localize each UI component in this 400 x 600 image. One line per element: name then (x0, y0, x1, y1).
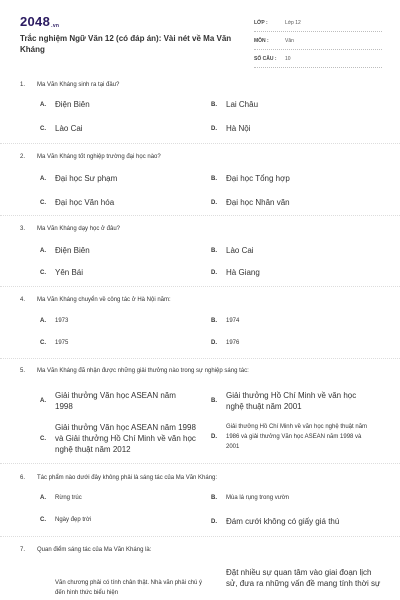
option-d[interactable] (211, 124, 250, 133)
option-c[interactable] (40, 198, 114, 207)
option-text: Văn chương phải có tính chân thật. Nhà văn phải chú ý đến hình thức biểu hiện (55, 580, 203, 596)
option-letter: D. (211, 269, 217, 276)
question-number: 2. (20, 154, 26, 160)
option-text: Đại học Nhân văn (226, 198, 290, 207)
divider (0, 143, 400, 144)
option-text: 1976 (226, 340, 240, 346)
option-text: Đặt nhiều sự quan tâm vào giai đoạn lịch sử, đưa ra những vấn đề mang tính thời sự (226, 568, 381, 588)
question-prompt: Ma Văn Kháng tốt nghiệp trường đại học nào? (37, 154, 161, 160)
option-b[interactable] (226, 567, 382, 589)
question-number: 3. (20, 226, 26, 232)
question-prompt: Ma Văn Kháng dạy học ở đâu? (37, 226, 120, 232)
question-text (20, 473, 382, 483)
option-text: Lai Châu (226, 100, 259, 109)
question-1 (20, 80, 382, 140)
question-prompt: Ma Văn Kháng đã nhận được những giải thưởng nào trong sự nghiệp sáng tác: (37, 368, 249, 374)
meta-value: Văn (285, 37, 294, 44)
option-d[interactable] (211, 198, 290, 207)
question-number: 4. (20, 297, 26, 303)
meta-key: MÔN : (254, 37, 269, 44)
option-a[interactable] (55, 578, 205, 598)
question-text (20, 295, 382, 305)
option-text: Giải thưởng Văn học ASEAN năm 1998 (55, 391, 176, 411)
option-d[interactable] (211, 340, 239, 346)
question-6 (20, 473, 382, 533)
divider (0, 215, 400, 216)
option-d[interactable] (211, 517, 339, 526)
option-text: Hà Giang (226, 268, 260, 277)
option-letter: D. (211, 434, 217, 440)
option-text: Rừng trúc (55, 495, 82, 501)
option-c[interactable] (40, 340, 68, 346)
divider (0, 358, 400, 359)
option-letter: A. (40, 101, 46, 108)
option-letter: A. (40, 318, 46, 324)
question-4 (20, 295, 382, 355)
meta-value: Lớp 12 (285, 19, 301, 26)
question-5 (20, 366, 382, 458)
question-prompt: Quan điểm sáng tác của Ma Văn Kháng là: (37, 547, 152, 553)
question-text (20, 152, 382, 162)
option-c[interactable] (40, 422, 208, 455)
divider (0, 536, 400, 537)
option-text: Hà Nội (226, 124, 251, 133)
option-a[interactable] (40, 390, 205, 412)
option-text: Đại học Văn hóa (55, 198, 115, 207)
question-number: 7. (20, 547, 26, 553)
question-prompt: Ma Văn Kháng sinh ra tại đâu? (37, 82, 120, 88)
option-text: Điện Biên (55, 246, 90, 255)
logo-text: 2048 (20, 14, 51, 29)
option-letter: B. (211, 495, 217, 501)
option-c[interactable] (40, 268, 83, 277)
meta-row-subject (254, 32, 382, 50)
option-text: Mùa lá rụng trong vườn (226, 495, 289, 501)
option-d[interactable] (211, 422, 381, 452)
divider (0, 463, 400, 464)
option-letter: A. (40, 398, 46, 404)
option-letter: B. (211, 247, 217, 254)
option-text: 1973 (55, 318, 69, 324)
option-b[interactable] (211, 246, 254, 255)
option-letter: D. (211, 199, 217, 206)
question-text (20, 545, 382, 555)
option-text: Giải thưởng Hồ Chí Minh về văn học nghệ thuật năm 1986 và giải thưởng Văn học ASEAN năm 1998 và 2001 (226, 424, 368, 450)
divider (0, 286, 400, 287)
logo-suffix: .vn (51, 23, 60, 29)
option-text: Giải thưởng Văn học ASEAN năm 1998 và Giải thưởng Hồ Chí Minh về văn học nghệ thuật năm 2012 (55, 423, 196, 454)
option-letter: B. (211, 318, 217, 324)
option-a[interactable] (40, 100, 90, 109)
option-letter: C. (40, 435, 46, 442)
option-d[interactable] (211, 268, 260, 277)
option-text: Ngày đẹp trời (55, 517, 92, 523)
option-letter: B. (211, 175, 217, 182)
option-b[interactable] (211, 318, 239, 324)
option-letter: C. (40, 340, 46, 346)
option-a[interactable] (40, 495, 82, 501)
question-number: 6. (20, 475, 26, 481)
option-letter: D. (211, 125, 217, 132)
option-text: 1974 (226, 318, 240, 324)
question-text (20, 224, 382, 234)
option-a[interactable] (40, 318, 68, 324)
question-number: 1. (20, 82, 26, 88)
question-number: 5. (20, 368, 26, 374)
option-text: Đám cưới không có giấy giá thú (226, 517, 340, 526)
option-text: Lào Cai (226, 246, 254, 255)
option-letter: B. (211, 101, 217, 108)
option-letter: C. (40, 125, 46, 132)
option-a[interactable] (40, 246, 90, 255)
option-text: Yên Bái (55, 268, 84, 277)
question-text (20, 80, 382, 90)
option-letter: C. (40, 199, 46, 206)
meta-key: SỐ CÂU : (254, 55, 277, 62)
question-2 (20, 152, 382, 212)
meta-value: 10 (285, 55, 291, 62)
header (0, 0, 400, 70)
meta-row-class (254, 14, 382, 32)
meta-row-count (254, 50, 382, 68)
option-letter: A. (40, 247, 46, 254)
option-text: Giải thưởng Hồ Chí Minh về văn học nghệ thuật năm 2001 (226, 391, 357, 411)
option-a[interactable] (40, 174, 117, 183)
question-7 (20, 545, 382, 600)
option-b[interactable] (211, 390, 381, 412)
option-letter: C. (40, 517, 46, 523)
option-letter: C. (40, 269, 46, 276)
option-text: Lào Cai (55, 124, 83, 133)
option-c[interactable] (40, 124, 83, 133)
option-b[interactable] (211, 174, 290, 183)
option-text: Điện Biên (55, 100, 90, 109)
page-title: Trắc nghiệm Ngữ Văn 12 (có đáp án): Vài nét về Ma Văn Kháng (20, 34, 232, 54)
question-prompt: Tác phẩm nào dưới đây không phải là sáng tác của Ma Văn Kháng: (37, 475, 218, 481)
option-text: 1975 (55, 340, 69, 346)
meta-key: LỚP : (254, 19, 268, 26)
option-letter: D. (211, 518, 217, 525)
option-letter: D. (211, 340, 217, 346)
option-text: Đại học Sư phạm (55, 174, 118, 183)
option-letter: A. (40, 175, 46, 182)
option-b[interactable] (211, 100, 258, 109)
question-3 (20, 224, 382, 284)
option-letter: A. (40, 495, 46, 501)
option-letter: B. (211, 398, 217, 404)
question-text (20, 366, 382, 376)
site-logo[interactable] (20, 14, 59, 29)
option-c[interactable] (40, 517, 91, 523)
option-text: Đại học Tổng hợp (226, 174, 290, 183)
question-prompt: Ma Văn Kháng chuyển về công tác ở Hà Nội năm: (37, 297, 171, 303)
option-b[interactable] (211, 495, 289, 501)
quiz-meta (254, 14, 382, 68)
